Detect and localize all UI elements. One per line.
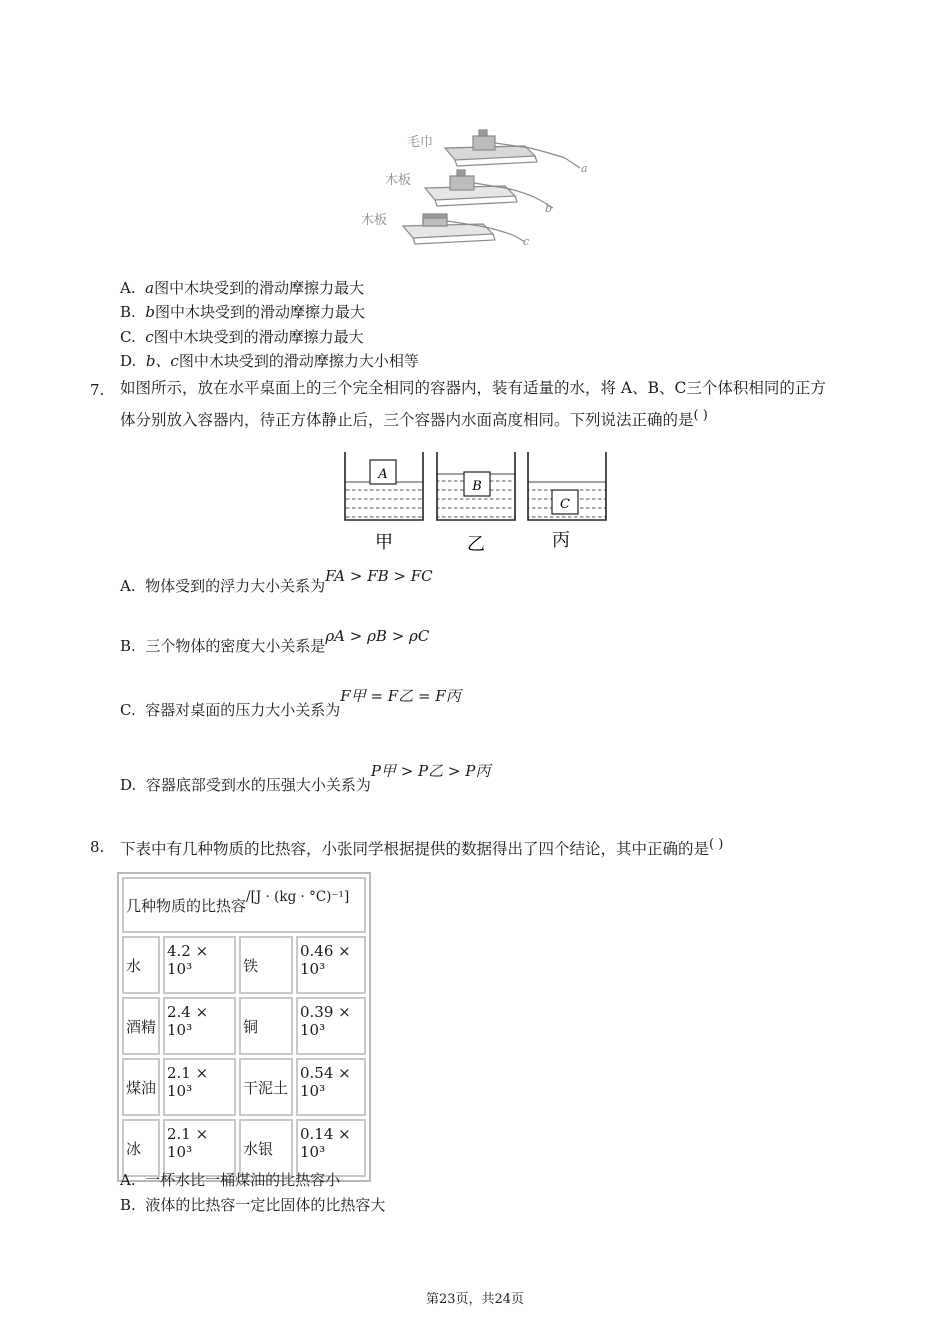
q8-option-a[interactable]	[120, 1170, 340, 1190]
option-letter: B.	[120, 637, 136, 655]
table-cell: 酒精	[122, 997, 160, 1055]
svg-text:C: C	[560, 497, 570, 512]
option-formula: ρA > ρB > ρC	[325, 627, 430, 645]
table-header-text: 几种物质的比热容	[126, 896, 247, 915]
option-letter: C.	[120, 701, 136, 719]
option-formula: FA > FB > FC	[325, 567, 433, 585]
table-unit: /[J · (kg · °C)⁻¹]	[246, 888, 350, 905]
table-cell: 水	[122, 936, 160, 994]
q7-stem	[120, 374, 880, 434]
option-letter: B.	[120, 1196, 136, 1214]
figure-label-board-b: 木板	[385, 173, 412, 188]
option-letter: A.	[120, 279, 136, 297]
container-label-bing: 丙	[552, 530, 570, 551]
container-yi	[437, 452, 515, 555]
answer-paren: ( )	[693, 408, 708, 423]
option-var: b、c	[145, 352, 179, 370]
setup-a	[445, 130, 580, 168]
q7-option-d[interactable]	[120, 762, 491, 795]
page-footer: 第23页，共24页	[425, 1292, 525, 1307]
q6-option-c[interactable]	[120, 327, 364, 347]
figure-tag-c: c	[523, 235, 530, 248]
container-label-jia: 甲	[375, 532, 393, 553]
figure-label-towel: 毛巾	[407, 135, 434, 150]
table-row	[122, 1119, 366, 1177]
containers-figure	[340, 450, 610, 555]
q7-option-b[interactable]	[120, 627, 430, 656]
q8-option-b[interactable]	[120, 1195, 385, 1215]
table-cell: 2.4 × 10³	[163, 997, 236, 1055]
specific-heat-table	[117, 872, 371, 1182]
option-letter: D.	[120, 352, 137, 370]
setup-c	[403, 214, 525, 244]
q7-option-a[interactable]	[120, 567, 433, 596]
table-row	[122, 936, 366, 994]
option-letter: A.	[120, 1171, 136, 1189]
option-text: 物体受到的浮力大小关系为	[145, 577, 326, 595]
container-label-yi: 乙	[467, 534, 485, 555]
q8-stem	[120, 831, 723, 863]
option-text: 容器底部受到水的压强大小关系为	[145, 776, 371, 794]
option-text: 图中木块受到的滑动摩擦力最大	[154, 279, 365, 297]
svg-text:B: B	[472, 479, 482, 494]
table-header	[122, 877, 366, 933]
q7-number: 7.	[90, 381, 105, 399]
option-var: b	[145, 303, 155, 321]
container-jia	[345, 452, 423, 553]
option-text: 三个物体的密度大小关系是	[145, 637, 326, 655]
container-bing	[528, 452, 606, 551]
table-cell: 铁	[239, 936, 293, 994]
q7-stem-line2-text: 体分别放入容器内，待正方体静止后，三个容器内水面高度相同。下列说法正确的是	[120, 411, 694, 430]
option-text: 图中木块受到的滑动摩擦力大小相等	[178, 352, 419, 370]
table-cell: 2.1 × 10³	[163, 1119, 236, 1177]
table-cell: 0.14 × 10³	[296, 1119, 366, 1177]
q6-option-d[interactable]	[120, 351, 419, 371]
table-cell: 水银	[239, 1119, 293, 1177]
q6-option-a[interactable]	[120, 278, 364, 298]
setup-b	[425, 170, 553, 208]
option-letter: A.	[120, 577, 136, 595]
q8-number: 8.	[90, 838, 105, 856]
option-text: 图中木块受到的滑动摩擦力最大	[153, 328, 364, 346]
table-cell: 4.2 × 10³	[163, 936, 236, 994]
option-text: 液体的比热容一定比固体的比热容大	[145, 1196, 386, 1214]
option-text: 图中木块受到的滑动摩擦力最大	[154, 303, 365, 321]
option-letter: D.	[120, 776, 137, 794]
option-formula: F甲 = F乙 = F丙	[340, 687, 461, 705]
table-row	[122, 1058, 366, 1116]
option-var: c	[145, 328, 154, 346]
table-cell: 干泥土	[239, 1058, 293, 1116]
table-cell: 2.1 × 10³	[163, 1058, 236, 1116]
q7-option-c[interactable]	[120, 687, 461, 720]
q6-option-b[interactable]	[120, 302, 365, 322]
option-formula: P甲 > P乙 > P丙	[370, 762, 491, 780]
table-header-row	[122, 877, 366, 933]
table-cell: 0.39 × 10³	[296, 997, 366, 1055]
figure-tag-b: b	[545, 202, 553, 215]
q7-stem-line2	[120, 402, 880, 434]
friction-figure	[355, 118, 605, 258]
table-cell: 冰	[122, 1119, 160, 1177]
answer-paren: ( )	[709, 837, 724, 852]
option-text: 一杯水比一桶煤油的比热容小	[145, 1171, 341, 1189]
option-letter: B.	[120, 303, 136, 321]
option-letter: C.	[120, 328, 136, 346]
figure-label-board-c: 木板	[361, 213, 388, 228]
table-cell: 0.54 × 10³	[296, 1058, 366, 1116]
table-cell: 煤油	[122, 1058, 160, 1116]
svg-text:A: A	[378, 467, 388, 482]
table-row	[122, 997, 366, 1055]
table-cell: 0.46 × 10³	[296, 936, 366, 994]
figure-tag-a: a	[581, 162, 588, 175]
option-var: a	[145, 279, 155, 297]
q8-stem-text: 下表中有几种物质的比热容，小张同学根据提供的数据得出了四个结论，其中正确的是	[120, 840, 710, 859]
option-text: 容器对桌面的压力大小关系为	[145, 701, 341, 719]
table-cell: 铜	[239, 997, 293, 1055]
q7-stem-line1: 如图所示，放在水平桌面上的三个完全相同的容器内，装有适量的水，将 A、B、C三个体积相同的正方	[120, 379, 826, 397]
